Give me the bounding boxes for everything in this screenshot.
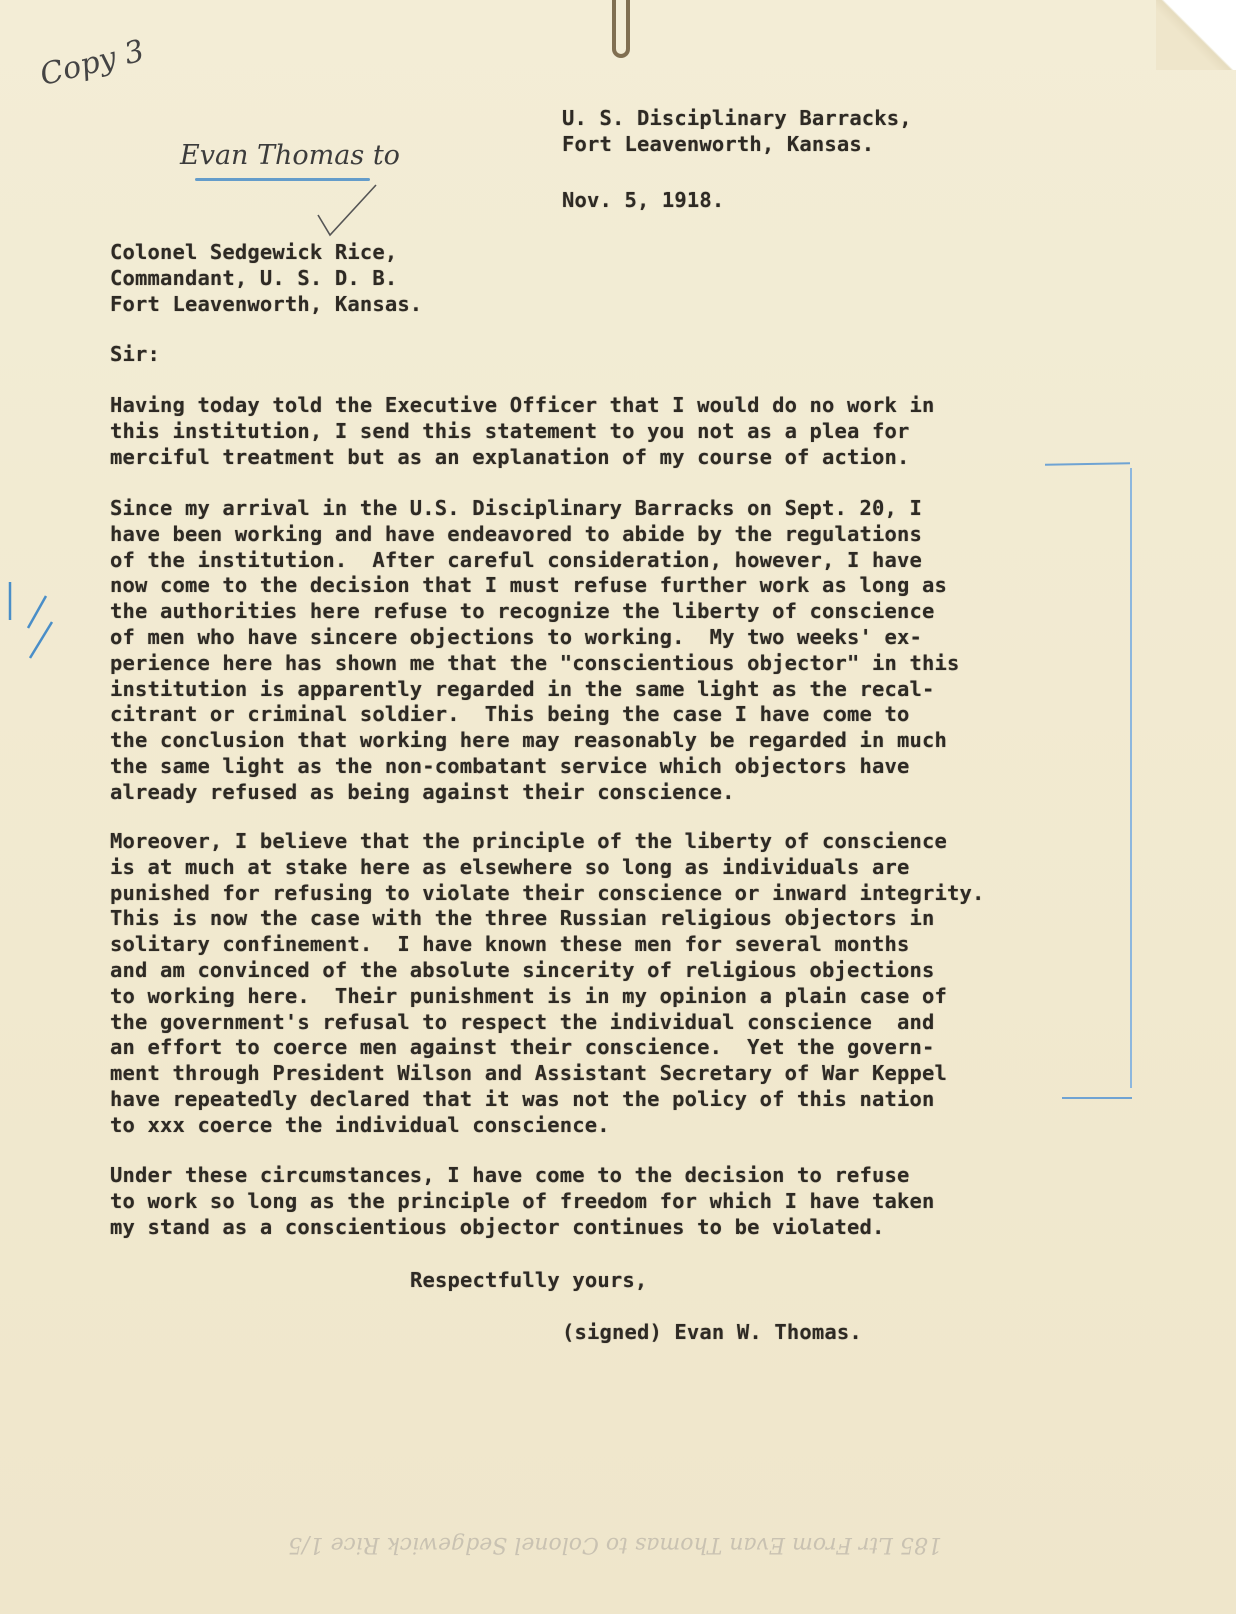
handwritten-copy-mark: Copy 3 bbox=[36, 33, 148, 93]
body-paragraph-2: Since my arrival in the U.S. Disciplinary Barracks on Sept. 20, I have been working and have endeavored to abide by the regulations of the institution. After careful consideration, however, I have now come to the decision that I must refuse further work as long as the authorities here refuse to recognize the liberty of conscience of men who have sincere objections to working. My two weeks' ex- perience here has shown me that the "conscientious objector" in this institution is apparently regarded in the same light as the recal- citrant or criminal soldier. This being the case I have come to the conclusion that working here may reasonably be regarded in much the same light as the non-combatant service which objectors have already refused as being against their conscience. bbox=[110, 496, 960, 804]
blue-bracket-top bbox=[1045, 462, 1130, 465]
letter-date: Nov. 5, 1918. bbox=[562, 188, 725, 212]
folded-corner bbox=[1156, 0, 1236, 70]
sender-address-line-1: U. S. Disciplinary Barracks, bbox=[562, 106, 912, 130]
handwritten-name-note: Evan Thomas to bbox=[180, 140, 400, 171]
body-paragraph-3: Moreover, I believe that the principle of the liberty of conscience is at much at stake here as elsewhere so long as individuals are punished for refusing to violate their conscience or inward integrity. This is now the case with the three Russian religious objectors in solitary confinement. I have known these men for several months and am convinced of the absolute sincerity of religious objections to working here. Their punishment is in my opinion a plain case of the government's refusal to respect the individual conscience and an effort to coerce men against their conscience. Yet the govern- ment through President Wilson and Assistant Secretary of War Keppel have repeatedly declared that it was not the policy of this nation to xxx coerce the individual conscience. bbox=[110, 829, 985, 1137]
salutation: Sir: bbox=[110, 342, 160, 366]
sender-address-line-2: Fort Leavenworth, Kansas. bbox=[562, 132, 875, 156]
blue-bracket-vertical bbox=[1130, 468, 1132, 1088]
recipient-line-2: Commandant, U. S. D. B. bbox=[110, 266, 398, 290]
body-paragraph-1: Having today told the Executive Officer that I would do no work in this institution, I send this statement to you not as a plea for merciful treatment but as an explanation of my course of action. bbox=[110, 393, 935, 469]
signature-line: (signed) Evan W. Thomas. bbox=[562, 1320, 862, 1344]
archive-pencil-note: 185 Ltr From Evan Thomas to Colonel Sedgewick Rice 1/5 bbox=[288, 1532, 942, 1557]
recipient-line-3: Fort Leavenworth, Kansas. bbox=[110, 292, 423, 316]
recipient-line-1: Colonel Sedgewick Rice, bbox=[110, 240, 398, 264]
closing: Respectfully yours, bbox=[410, 1268, 648, 1292]
blue-bracket-bottom bbox=[1062, 1097, 1132, 1099]
body-paragraph-4: Under these circumstances, I have come to the decision to refuse to work so long as the principle of freedom for which I have taken my stand as a conscientious objector continues to be violated. bbox=[110, 1163, 935, 1239]
staple-mark bbox=[612, 0, 630, 58]
blue-margin-mark-icon bbox=[6, 580, 56, 670]
